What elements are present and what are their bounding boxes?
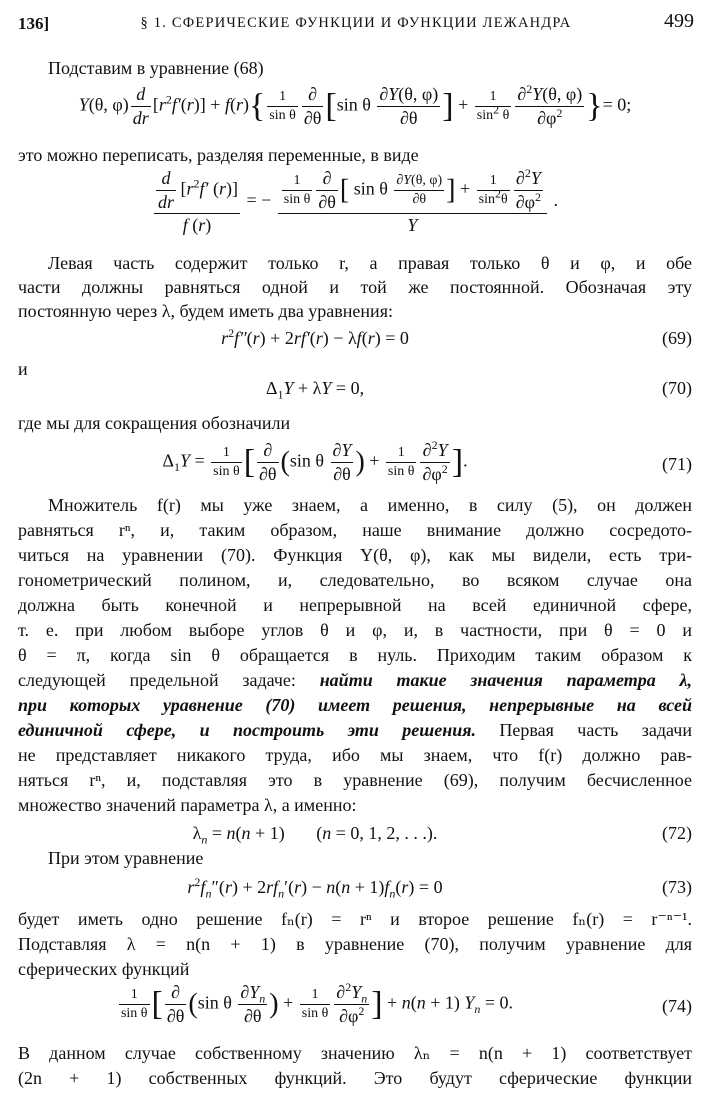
text-line xyxy=(18,669,692,691)
equation-74 xyxy=(18,982,692,1034)
text-line: должна быть конечной и непрерывной на всей единичной сфере, xyxy=(18,595,692,615)
equation-body: $r^2f''(r) + 2rf'(r) - \lambda f(r) = 0$ xyxy=(221,326,409,348)
text-line: где мы для сокращения обозначили xyxy=(18,413,291,433)
equation-separated xyxy=(18,168,692,240)
text-line: Левая часть содержит только r, а правая только θ и φ, и обе xyxy=(48,253,692,273)
equation-number: (74) xyxy=(662,996,692,1016)
section-reference: 136] xyxy=(18,14,50,33)
equation-number: (72) xyxy=(662,823,692,843)
equation-substitution xyxy=(18,84,692,140)
emphasized-text: единичной сфере, и построить эти решения. xyxy=(18,720,476,740)
text-line: читься на уравнении (70). Функция Y(θ, φ), как мы видели, есть три- xyxy=(18,545,692,565)
equation-number: (73) xyxy=(662,877,692,897)
text-line: т. е. при любом выборе углов θ и φ, и, в частности, при θ = 0 и xyxy=(18,620,692,640)
equation-73 xyxy=(18,877,692,901)
equation-body: Y(θ, φ) $\frac{d}{dr}$ $[r^2f'(r)] + f(r)${ $\frac{1}{\text{sin θ}}$ $\frac{\partial}{\partial\theta}$ [sin θ $\frac{\partial Y(\theta, \varphi)}{\partial\theta}$ ] + $\frac{1}{\sin^2 \theta}$ $\frac{\partial^2Y(\theta, \varphi)}{\partial\varphi^2}$ }= 0; xyxy=(78,82,632,128)
running-header xyxy=(18,10,694,36)
equation-70 xyxy=(18,378,692,402)
emphasized-text-line: при которых уравнение (70) имеет решения, непрерывные на всей xyxy=(18,695,692,715)
equation-body: $r^2f_n''(r) + 2rf_n'(r) - n(n + 1)f_n(r) = 0$ xyxy=(187,875,443,901)
text-line: При этом уравнение xyxy=(48,848,204,868)
text-line: В данном случае собственному значению λₙ = n(n + 1) соответствует xyxy=(18,1043,692,1063)
text-line: это можно переписать, разделяя переменные, в виде xyxy=(18,145,419,165)
text-line: множество значений параметра λ, а именно: xyxy=(18,795,357,815)
equation-number: (71) xyxy=(662,454,692,474)
equation-body: $\Delta_1Y + \lambda Y = 0$, xyxy=(265,378,365,402)
emphasized-text: найти такие значения параметра λ, xyxy=(319,670,692,690)
text-line: гонометрический полином, и, следовательно, во всяком случае она xyxy=(18,570,692,590)
text-line: θ = π, когда sin θ обращается в нуль. Приходим таким образом к xyxy=(18,645,692,665)
text-line xyxy=(18,719,692,741)
text-line: равняться rⁿ, и, таким образом, наше внимание должно сосредото- xyxy=(18,520,692,540)
equation-72 xyxy=(18,823,692,847)
text-line: части должны равняться одной и той же постоянной. Обозначая эту xyxy=(18,277,692,297)
equation-number: (70) xyxy=(662,378,692,398)
text-span: Первая часть задачи xyxy=(476,720,692,740)
text-line: (2n + 1) собственных функций. Это будут сферические функции xyxy=(18,1068,692,1088)
equation-body: $\frac{1}{\text{sin θ}}$ [ $\frac{\partial}{\partial\theta}$ (sin θ $\frac{\partial Y_n}{\partial\theta}$ ) + $\frac{1}{\text{sin θ}}$ $\frac{\partial^2Y_n}{\partial\varphi^2}$ ] + n(n + 1) $Y_n = 0$. xyxy=(120,980,514,1026)
text-line: сферических функций xyxy=(18,959,190,979)
text-line: Подставляя λ = n(n + 1) в уравнение (70), получим уравнение для xyxy=(18,934,692,954)
text-span: следующей предельной задаче: xyxy=(18,670,320,690)
equation-body: $\lambda_n = n(n + 1)$ (n = 0, 1, 2, . . .). xyxy=(192,823,438,847)
text-line: и xyxy=(18,359,28,379)
section-title: § 1. СФЕРИЧЕСКИЕ ФУНКЦИИ И ФУНКЦИИ ЛЕЖАНДРА xyxy=(140,15,572,31)
equation-body: $\frac{d}{dr}$ [$r^2f'$ (r)] f (r) = − $\frac{1}{\text{sin θ}}$ $\frac{\partial}{\partial\theta}$ [ sin θ $\frac{\partial Y(\theta, \varphi)}{\partial\theta}$ ] + $\frac{1}{\sin^2\theta}$ $\frac{\partial^2Y}{\partial\varphi^2}$ Y . xyxy=(18,168,692,236)
equation-body: $\Delta_1Y$ = $\frac{1}{\text{sin θ}}$ [ $\frac{\partial}{\partial\theta}$ (sin θ $\frac{\partial Y}{\partial\theta}$ ) + $\frac{1}{\text{sin θ}}$ $\frac{\partial^2Y}{\partial\varphi^2}$ ]. xyxy=(162,438,468,484)
text-line: будет иметь одно решение fₙ(r) = rⁿ и второе решение fₙ(r) = r⁻ⁿ⁻¹. xyxy=(18,909,692,929)
text-line: постоянную через λ, будем иметь два уравнения: xyxy=(18,301,393,321)
equation-71 xyxy=(18,440,692,492)
text-line: Подставим в уравнение (68) xyxy=(48,58,264,78)
equation-number: (69) xyxy=(662,328,692,348)
equation-69 xyxy=(18,328,692,352)
text-line: Множитель f(r) мы уже знаем, а именно, в силу (5), он должен xyxy=(48,495,692,515)
page-number: 499 xyxy=(664,10,694,32)
text-line: няться rⁿ, и, подставляя это в уравнение (69), получим бесчисленное xyxy=(18,770,692,790)
text-line: не представляет никакого труда, ибо мы знаем, что f(r) должно рав- xyxy=(18,745,692,765)
